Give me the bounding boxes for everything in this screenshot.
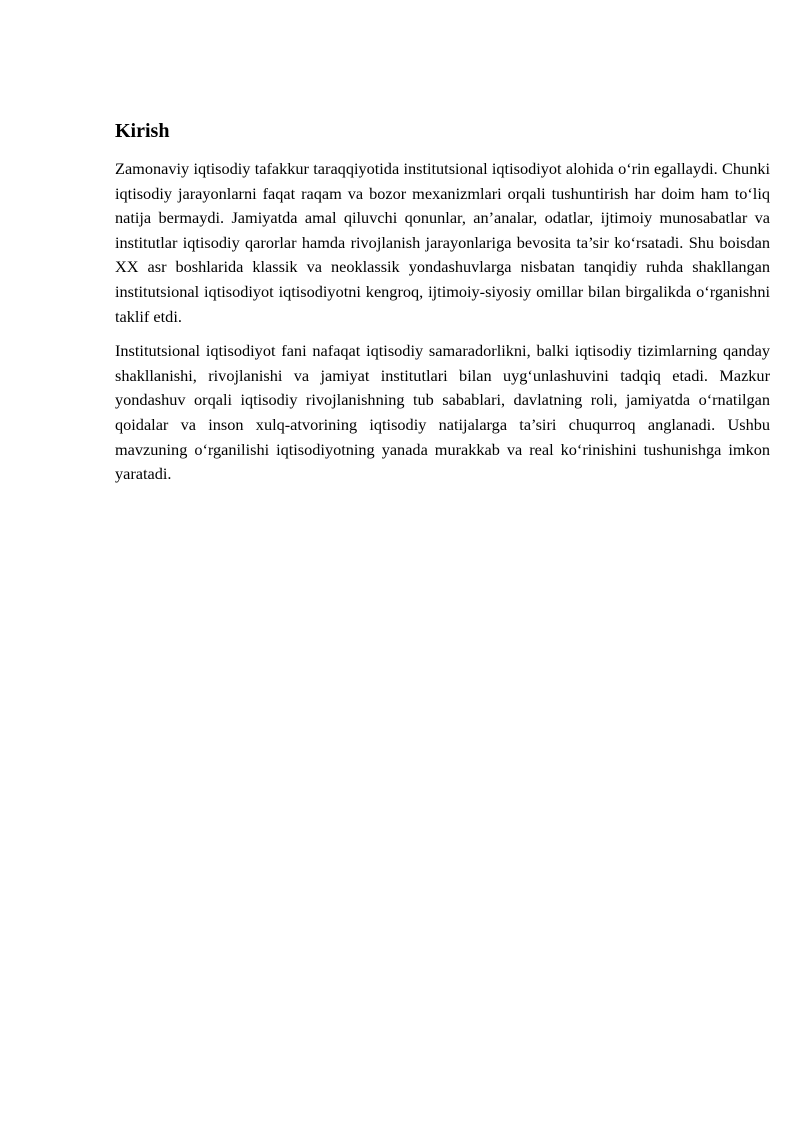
paragraph-1: Zamonaviy iqtisodiy tafakkur taraqqiyotida institutsional iqtisodiyot alohida o‘rin egallaydi. Chunki iqtisodiy jarayonlarni faqat raqam va bozor mexanizmlari orqali tushuntirish har doim ham to‘liq natija bermaydi. Jamiyatda amal qiluvchi qonunlar, an’analar, odatlar, ijtimoiy munosabatlar va institutlar iqtisodiy qarorlar hamda rivojlanish jarayonlariga bevosita ta’sir ko‘rsatadi. Shu boisdan XX asr boshlarida klassik va neoklassik yondashuvlarga nisbatan tanqidiy ruhda shakllangan institutsional iqtisodiyot iqtisodiyotni kengroq, ijtimoiy-siyosiy omillar bilan birgalikda o‘rganishni taklif etdi. [115, 159, 770, 326]
document-body [115, 117, 770, 497]
section-heading: Kirish [115, 120, 170, 142]
paragraph-2: Institutsional iqtisodiyot fani nafaqat iqtisodiy samaradorlikni, balki iqtisodiy tizimlarning qanday shakllanishi, rivojlanishi va jamiyat institutlari bilan uyg‘unlashuvini tadqiq etadi. Mazkur yondashuv orqali iqtisodiy rivojlanishning tub sabablari, davlatning roli, jamiyatda o‘rnatilgan qoidalar va inson xulq-atvorining iqtisodiy natijalarga ta’siri chuqurroq anglanadi. Ushbu mavzuning o‘rganilishi iqtisodiyotning yanada murakkab va real ko‘rinishini tushunishga imkon yaratadi. [115, 341, 770, 484]
